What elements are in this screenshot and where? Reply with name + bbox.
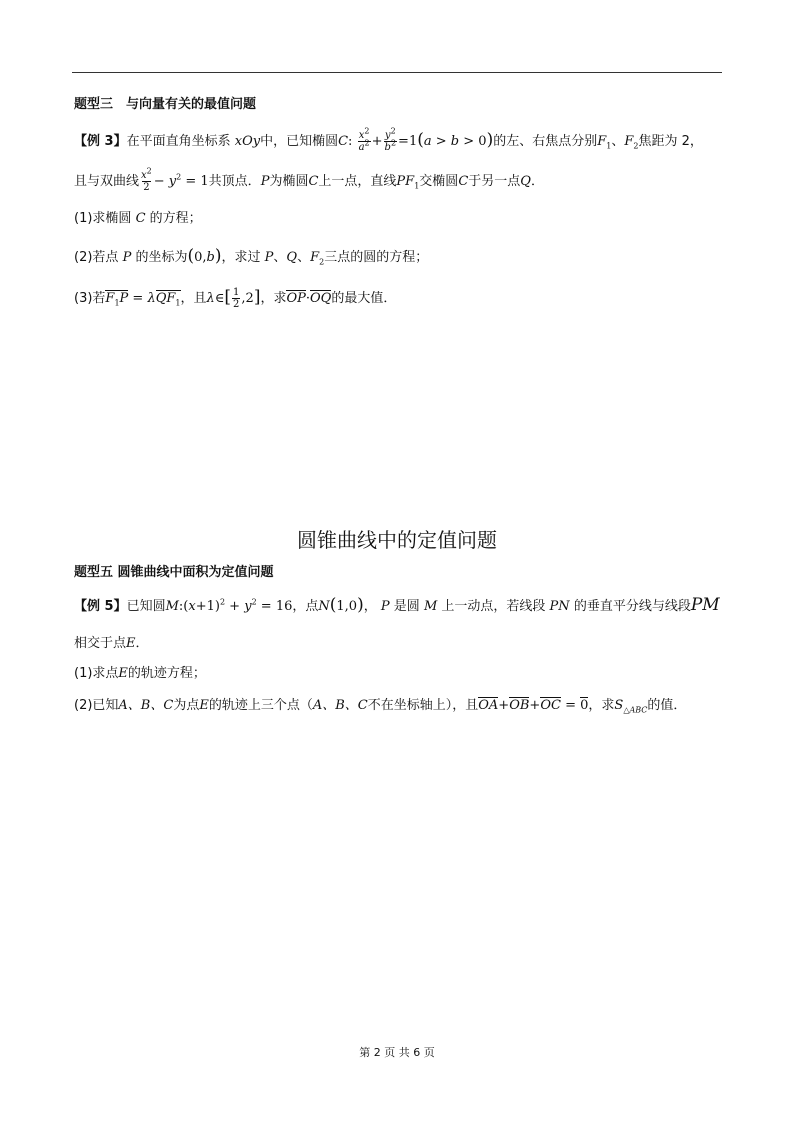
text: 为椭圆 [269,174,309,189]
text: 的垂直平分线与线段 [573,599,691,614]
math-p: P [122,250,132,265]
text: (1)求椭圆 [74,211,132,226]
text: 上一动点，若线段 [441,599,546,614]
math-e: E [118,666,128,681]
text: 在平面直角坐标系 [126,134,231,149]
fraction-x2-a2: $\frac{x^2}{a^2}$ [358,126,370,153]
text: 三点的圆的方程； [324,250,429,265]
type3-example-line1: 【例 3】在平面直角坐标系 xOy中，已知椭圆C: $\frac{x^2}{a^2}$ + $\frac{y^2}{b^2}$ =1(a > b > 0)的左、右焦点分别$F_1$、$F_2$焦距为 2， [74,126,703,153]
text: 的方程； [149,211,202,226]
text: 焦距为 2， [638,134,703,149]
text: 的最大值． [331,291,397,306]
math-xoy: xOy [234,134,261,149]
fraction-x2-2: $\frac{x^2}{2}$ [141,166,152,193]
math-m: M [165,599,179,614]
math-pn: PN [549,599,570,614]
math-f2: F [624,134,634,149]
math-c: C [308,174,319,189]
type5-example-line1: 【例 5】已知圆$M:(x+1)^2 + y^2 = 16$，点N(1,0)， P 是圆 M 上一动点，若线段 PN 的垂直平分线与线段PM [74,595,720,615]
text: ，求 [588,698,615,713]
text: 共顶点． [208,174,261,189]
type3-q3: (3)若$F_1P = \lambda QF_1$，且λ∈[ $\frac{1}{2}$ ,2]，求OP·OQ的最大值． [74,287,397,310]
type5-example-line2: 相交于点E． [74,636,149,651]
text: 为点 [173,698,200,713]
text: ，点 [292,599,319,614]
math-c: C [135,211,146,226]
type3-q1 [74,211,202,227]
text: ，求过 [221,250,261,265]
header-rule [72,72,722,73]
math-m: M [423,599,438,614]
example5-tag: 【例 5】 [74,599,127,614]
math-e: E [126,636,136,651]
text: (3)若 [74,291,106,306]
math-f1: F [597,134,607,149]
type5-heading: 题型五 圆锥曲线中面积为定值问题 [74,565,274,580]
type3-heading: 题型三 与向量有关的最值问题 [74,97,257,112]
text: 相交于点 [74,636,127,651]
text: 中，已知椭圆 [260,134,339,149]
text: ，求 [260,291,287,306]
text: 的坐标为 [135,250,188,265]
text: 的轨迹方程； [127,666,206,681]
page-footer: 第 2 页 共 6 页 [359,1046,435,1059]
math-n: N [318,599,330,614]
example3-tag: 【例 3】 [74,134,127,149]
text: 已知圆 [126,599,166,614]
fraction-one-half: $\frac{1}{2}$ [233,287,240,310]
text: 的轨迹上三个点（ [208,698,313,713]
text: 交椭圆 [419,174,459,189]
math-q: Q [520,174,531,189]
text: 的左、右焦点分别 [493,134,598,149]
text: 是圆 [393,599,420,614]
math-abc: A、B、C [312,698,368,713]
text: (1)求点 [74,666,119,681]
text: 上一点，直线 [318,174,397,189]
text: 于另一点 [468,174,521,189]
math-pf1: PF [396,174,415,189]
math-s-sub: △ABC [623,705,648,715]
text: 且与双曲线 [74,174,140,189]
math-abc: A、B、C [118,698,174,713]
math-pm: PM [690,595,720,615]
text: (2)若点 [74,250,119,265]
type5-q1 [74,666,206,682]
text: ，且 [180,291,207,306]
type3-example-line2: 且与双曲线 $\frac{x^2}{2}$ − $y^2 = 1$共顶点．P为椭圆C上一点，直线$PF_1$交椭圆C于另一点Q． [74,166,544,193]
text: ， [363,599,377,614]
text: 不在坐标轴上），且 [367,698,479,713]
type3-q2: (2)若点 P 的坐标为(0,b)，求过 P、Q、$F_2$三点的圆的方程； [74,246,429,267]
math-p: P [380,599,390,614]
type5-q2: (2)已知A、B、C为点E的轨迹上三个点（A、B、C不在坐标轴上），且OA+OB+OC = 0，求$S_{\triangle ABC}$的值． [74,698,687,715]
text: (2)已知 [74,698,119,713]
math-c: C [338,134,349,149]
fraction-y2-b2: $\frac{y^2}{b^2}$ [384,126,397,153]
math-s: S [614,698,624,713]
text: 的值． [647,698,687,713]
section-title: 圆锥曲线中的定值问题 [297,528,497,552]
math-e: E [199,698,209,713]
math-p: P [260,174,270,189]
math-c: C [458,174,469,189]
